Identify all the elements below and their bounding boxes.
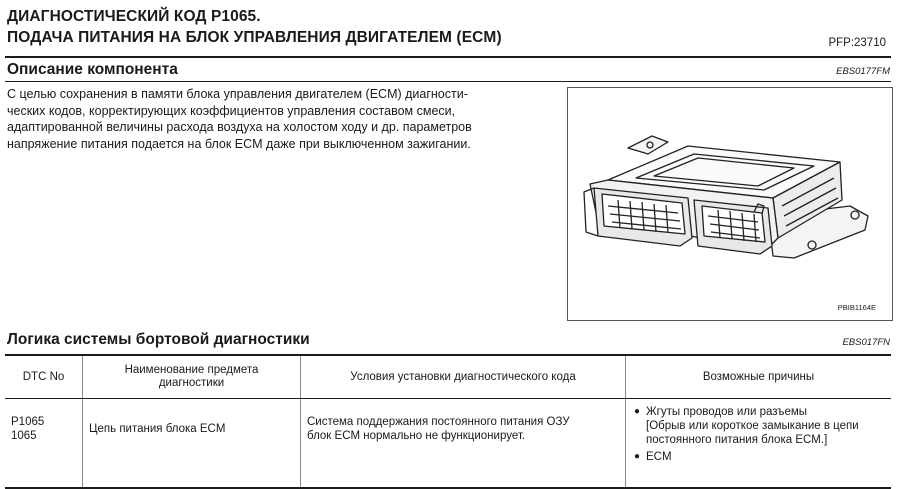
pfp-code: PFP:23710 — [828, 37, 886, 49]
dtc-code: P1065 — [11, 416, 45, 428]
page-subtitle: ПОДАЧА ПИТАНИЯ НА БЛОК УПРАВЛЕНИЯ ДВИГАТЕЛЕМ (ECM) — [7, 29, 502, 46]
figure-label: PBIB1164E — [837, 303, 876, 312]
header-divider — [5, 56, 891, 58]
cause-line: Жгуты проводов или разъемы — [646, 406, 808, 418]
cell-item-name — [83, 399, 301, 489]
header-item-name-line2: диагностики — [158, 377, 225, 389]
page-title: ДИАГНОСТИЧЕСКИЙ КОД P1065. — [7, 8, 261, 25]
ecm-figure — [567, 87, 893, 321]
cause-line: постоянного питания блока ECM.] — [646, 434, 828, 446]
component-ref-code: EBS0177FM — [836, 66, 890, 77]
bullet-icon: ● — [634, 451, 641, 462]
list-item — [632, 405, 890, 447]
header-item-name-line1: Наименование предмета — [124, 364, 259, 376]
description-line: С целью сохранения в памяти блока управления двигателем (ECM) диагности- — [7, 87, 468, 101]
obd-heading: Логика системы бортовой диагностики — [7, 331, 310, 348]
cell-causes — [626, 399, 892, 489]
ecm-unit-illustration — [568, 88, 892, 320]
diagnostic-table — [5, 356, 891, 489]
description-line: адаптированной величины расхода воздуха на холостом ходу и др. параметров — [7, 120, 472, 134]
bullet-icon: ● — [634, 406, 641, 417]
cause-line: ECM — [646, 451, 672, 463]
conditions-line1: Система поддержания постоянного питания ОЗУ — [307, 416, 570, 428]
description-line: напряжение питания подается на блок ECM даже при выключенном зажигании. — [7, 136, 471, 151]
component-heading: Описание компонента — [7, 61, 178, 78]
component-description — [7, 86, 562, 152]
item-name: Цепь питания блока ECM — [89, 423, 226, 435]
dtc-code-alt: 1065 — [11, 430, 37, 442]
cause-line: [Обрыв или короткое замыкание в цепи — [646, 420, 859, 432]
cell-conditions — [301, 399, 626, 489]
header-item-name — [83, 356, 301, 399]
table-header-row — [5, 356, 891, 399]
component-divider — [5, 81, 891, 82]
header-dtc: DTC No — [5, 356, 83, 399]
table-row — [5, 399, 891, 489]
description-line: ческих кодов, корректирующих коэффициентов управления составом смеси, — [7, 103, 456, 118]
cell-dtc — [5, 399, 83, 489]
header-causes: Возможные причины — [626, 356, 892, 399]
conditions-line2: блок ECM нормально не функционирует. — [307, 430, 526, 442]
obd-ref-code: EBS017FN — [842, 337, 890, 348]
list-item — [632, 450, 890, 464]
causes-list — [632, 405, 890, 464]
header-conditions: Условия установки диагностического кода — [301, 356, 626, 399]
